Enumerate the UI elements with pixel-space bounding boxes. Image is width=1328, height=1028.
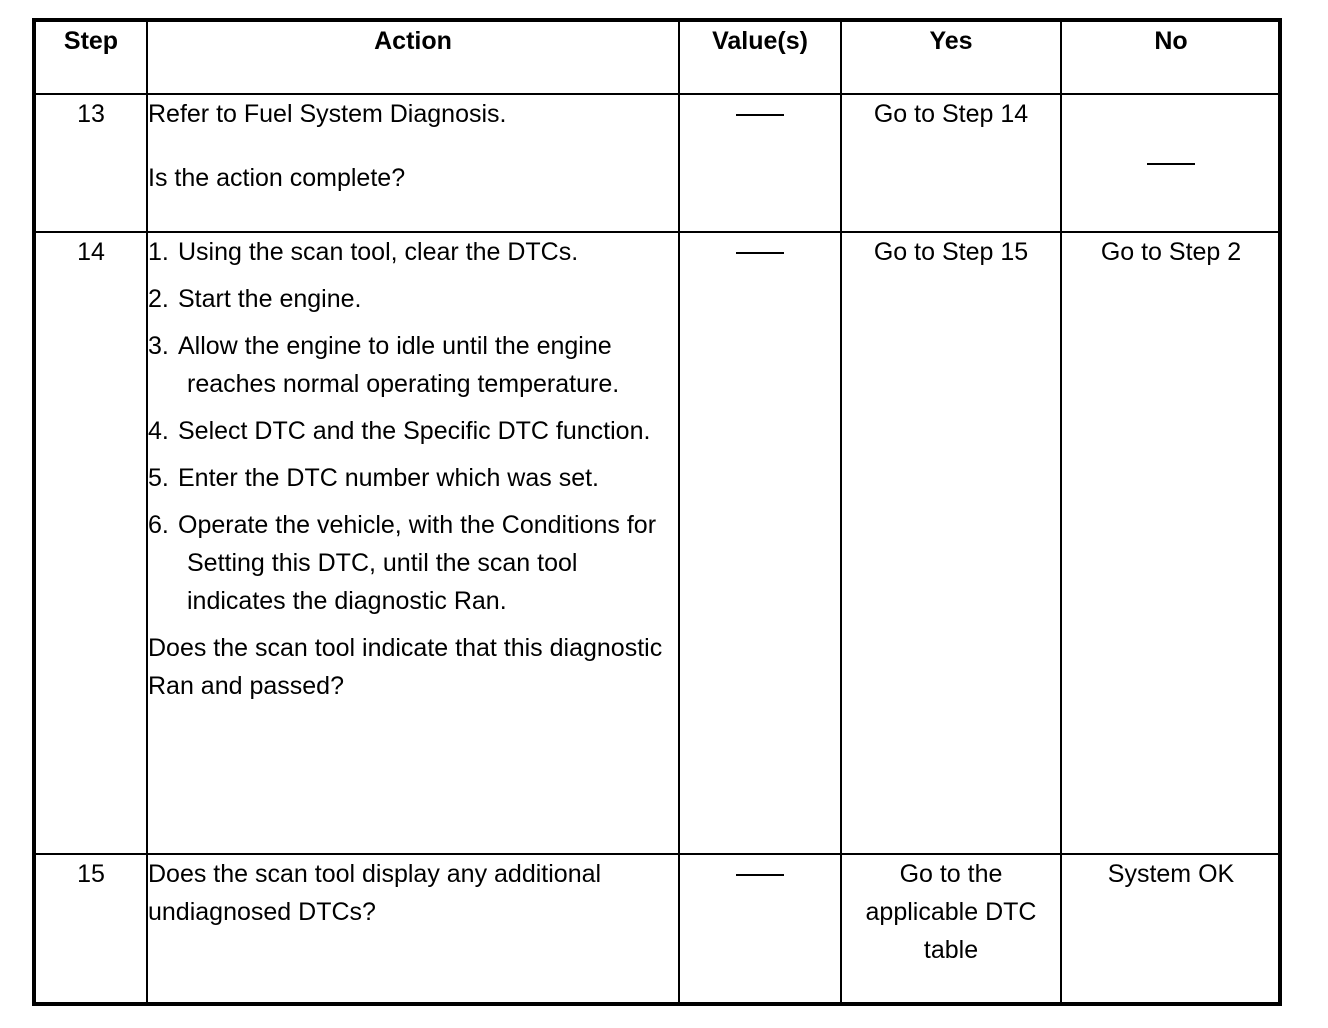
action-cell	[147, 94, 679, 232]
yes-cell: Go to Step 15	[841, 232, 1061, 854]
list-item	[148, 459, 678, 497]
list-item-number: 6.	[148, 511, 169, 539]
empty-value-dash	[736, 252, 784, 254]
list-item	[148, 233, 678, 271]
list-item	[148, 327, 678, 403]
empty-value-dash	[736, 114, 784, 116]
value-cell	[679, 232, 841, 854]
empty-value-dash	[1147, 163, 1195, 165]
step-number: 15	[36, 854, 147, 1002]
yes-cell: Go to Step 14	[841, 94, 1061, 232]
yes-cell: Go to the applicable DTC table	[841, 854, 1061, 1002]
list-item-text: Select DTC and the Specific DTC function.	[178, 417, 651, 445]
action-steps-list	[148, 233, 678, 620]
value-cell	[679, 854, 841, 1002]
step-number: 13	[36, 94, 147, 232]
action-question: Is the action complete?	[148, 164, 406, 192]
list-item-text: Enter the DTC number which was set.	[178, 464, 599, 492]
action-cell	[147, 232, 679, 854]
header-values: Value(s)	[679, 22, 841, 94]
header-no: No	[1061, 22, 1280, 94]
list-item-number: 4.	[148, 417, 169, 445]
header-action: Action	[147, 22, 679, 94]
action-cell	[147, 854, 679, 1002]
list-item-text: Operate the vehicle, with the Conditions for Setting this DTC, until the scan tool indicates the diagnostic Ran.	[178, 511, 657, 615]
list-item	[148, 280, 678, 318]
value-cell	[679, 94, 841, 232]
table-row-step-14	[36, 232, 1280, 854]
action-text: Refer to Fuel System Diagnosis.	[148, 100, 507, 128]
list-item-text: Start the engine.	[178, 285, 362, 313]
table-row-step-15	[36, 854, 1280, 1002]
list-item-text: Using the scan tool, clear the DTCs.	[178, 238, 579, 266]
list-item	[148, 412, 678, 450]
list-item	[148, 506, 678, 620]
no-cell	[1061, 94, 1280, 232]
list-item-text: Allow the engine to idle until the engine reaches normal operating temperature.	[178, 332, 620, 398]
no-cell: Go to Step 2	[1061, 232, 1280, 854]
diagnostic-table	[36, 22, 1280, 1002]
header-yes: Yes	[841, 22, 1061, 94]
header-row	[36, 22, 1280, 94]
list-item-number: 3.	[148, 332, 169, 360]
table-row-step-13	[36, 94, 1280, 232]
no-cell: System OK	[1061, 854, 1280, 1002]
empty-value-dash	[736, 874, 784, 876]
list-item-number: 5.	[148, 464, 169, 492]
list-item-number: 2.	[148, 285, 169, 313]
header-step: Step	[36, 22, 147, 94]
list-item-number: 1.	[148, 238, 169, 266]
diagnostic-table-frame	[32, 18, 1282, 1006]
action-question: Does the scan tool indicate that this diagnostic Ran and passed?	[148, 634, 663, 700]
step-number: 14	[36, 232, 147, 854]
action-question: Does the scan tool display any additional undiagnosed DTCs?	[148, 860, 602, 926]
